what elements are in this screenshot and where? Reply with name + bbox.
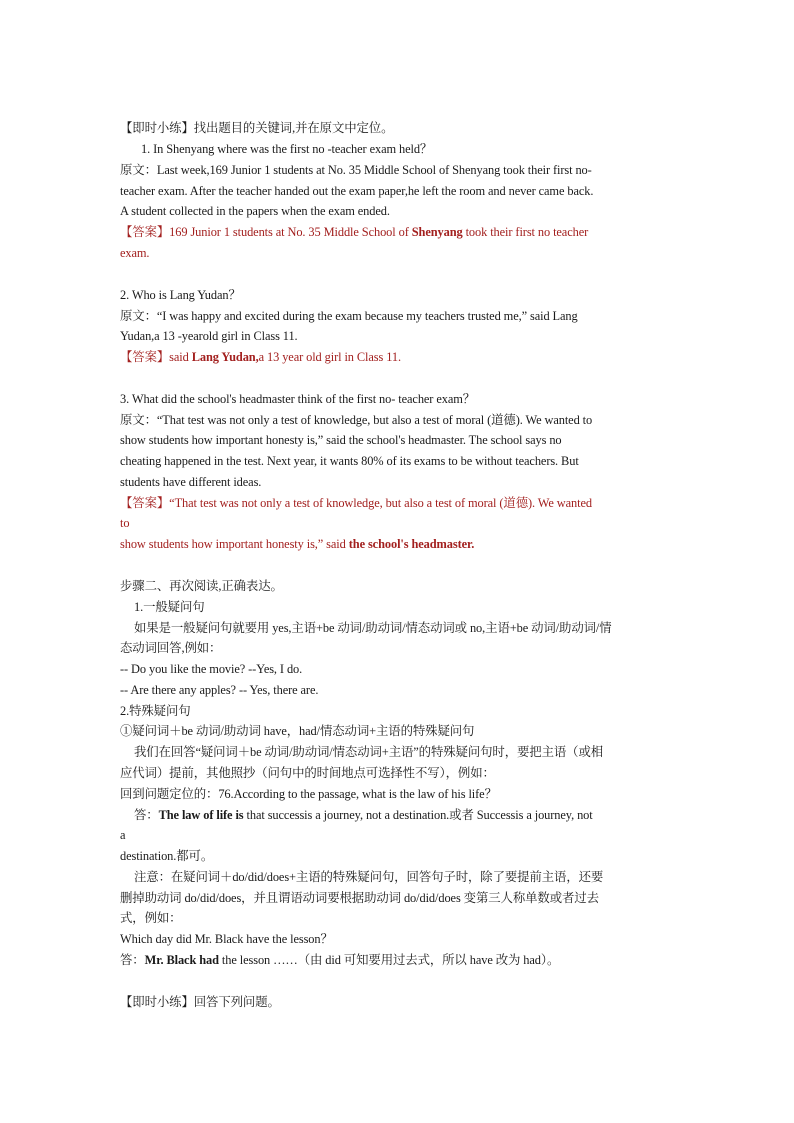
q1-answer-line-1	[120, 224, 588, 240]
special-question-rule-line-2: 应代词）提前，其他照抄（问句中的时间地点可选择性不写），例如：	[120, 766, 495, 780]
question-1: 1. In Shenyang where was the first no -teacher exam held？	[141, 142, 433, 156]
answer-text: that successis a journey, not a destination.或者 Successis a journey, not	[243, 808, 593, 822]
answer-keyword: Shenyang	[411, 225, 463, 239]
model-answer-line-1	[134, 807, 593, 823]
q1-original-line-3: A student collected in the papers when the exam ended.	[120, 204, 390, 218]
model-answer-line-3: destination.都可。	[120, 849, 214, 863]
q3-original-line-1: 原文：“That test was not only a test of knowledge, but also a test of moral (道德). We wanted to	[120, 413, 593, 427]
q3-answer-line-3	[120, 536, 474, 552]
answer-label: 答：	[120, 953, 145, 967]
answer-label: 答：	[134, 808, 159, 822]
general-question-rule-line-1: 如果是一般疑问句就要用 yes,主语+be 动词/助动词/情态动词或 no,主语+be 动词/助动词/情	[134, 621, 612, 635]
q1-answer-line-2: exam.	[120, 246, 150, 260]
special-question-title: 2.特殊疑问句	[120, 704, 191, 718]
example-2: -- Are there any apples? -- Yes, there are.	[120, 683, 319, 697]
q2-original-line-1: 原文：“I was happy and excited during the exam because my teachers trusted me,” said Lang	[120, 309, 578, 323]
special-question-subtitle: ①疑问词＋be 动词/助动词 have，had/情态动词+主语的特殊疑问句	[120, 724, 475, 738]
general-question-title: 1.一般疑问句	[134, 600, 205, 614]
back-to-question-line: 回到问题定位的：76.According to the passage, what is the law of his life？	[120, 787, 497, 801]
q1-original-line-2: teacher exam. After the teacher handed out the exam paper,he left the room and never came back.	[120, 184, 594, 198]
note-line-3: 式，例如：	[120, 911, 182, 925]
q3-answer-line-1	[120, 495, 592, 511]
answer-label: 【答案】	[120, 496, 170, 510]
general-question-rule-line-2: 态动词回答,例如：	[120, 641, 222, 655]
answer-text: “That test was not only a test of knowledge, but also a test of moral (道德). We wanted	[169, 496, 592, 510]
q1-original-line-1: 原文：Last week,169 Junior 1 students at No. 35 Middle School of Shenyang took their first no-	[120, 163, 592, 177]
example-3-answer	[120, 952, 559, 968]
note-line-1: 注意：在疑问词＋do/did/does+主语的特殊疑问句，回答句子时，除了要提前主语，还要	[134, 870, 604, 884]
note-line-2: 删掉助动词 do/did/does，并且谓语动词要根据助动词 do/did/does 变第三人称单数或者过去	[120, 891, 599, 905]
q2-original-line-2: Yudan,a 13 -yearold girl in Class 11.	[120, 329, 298, 343]
answer-text: said	[169, 350, 192, 364]
question-2: 2. Who is Lang Yudan？	[120, 288, 241, 302]
answer-keyword: Lang Yudan,	[191, 350, 259, 364]
example-3-question: Which day did Mr. Black have the lesson？	[120, 932, 333, 946]
answer-keyword: the school's headmaster.	[348, 537, 475, 551]
answer-keyword: The law of life is	[158, 808, 244, 822]
answer-text: took their first no teacher	[462, 225, 589, 239]
answer-text: a 13 year old girl in Class 11.	[258, 350, 401, 364]
special-question-rule-line-1: 我们在回答“疑问词＋be 动词/助动词/情态动词+主语”的特殊疑问句时，要把主语（或相	[134, 745, 604, 759]
answer-label: 【答案】	[120, 350, 170, 364]
answer-text: 169 Junior 1 students at No. 35 Middle School of	[169, 225, 412, 239]
step-two-title: 步骤二、再次阅读,正确表达。	[120, 579, 283, 593]
answer-label: 【答案】	[120, 225, 170, 239]
q3-original-line-3: cheating happened in the test. Next year, it wants 80% of its exams to be without teachers. But	[120, 454, 579, 468]
question-3: 3. What did the school's headmaster think of the first no- teacher exam？	[120, 392, 476, 406]
q3-original-line-4: students have different ideas.	[120, 475, 262, 489]
q3-answer-line-2: to	[120, 516, 130, 530]
q3-original-line-2: show students how important honesty is,” said the school's headmaster. The school says no	[120, 433, 562, 447]
q2-answer-line	[120, 349, 401, 365]
answer-text: the lesson ……（由 did 可知要用过去式，所以 have 改为 had）。	[218, 953, 560, 967]
example-1: -- Do you like the movie? --Yes, I do.	[120, 662, 303, 676]
model-answer-line-2: a	[120, 828, 126, 842]
answer-text: show students how important honesty is,” said	[120, 537, 349, 551]
practice-header-2: 【即时小练】回答下列问题。	[120, 995, 280, 1009]
practice-header: 【即时小练】找出题目的关键词,并在原文中定位。	[120, 121, 394, 135]
answer-keyword: Mr. Black had	[144, 953, 219, 967]
